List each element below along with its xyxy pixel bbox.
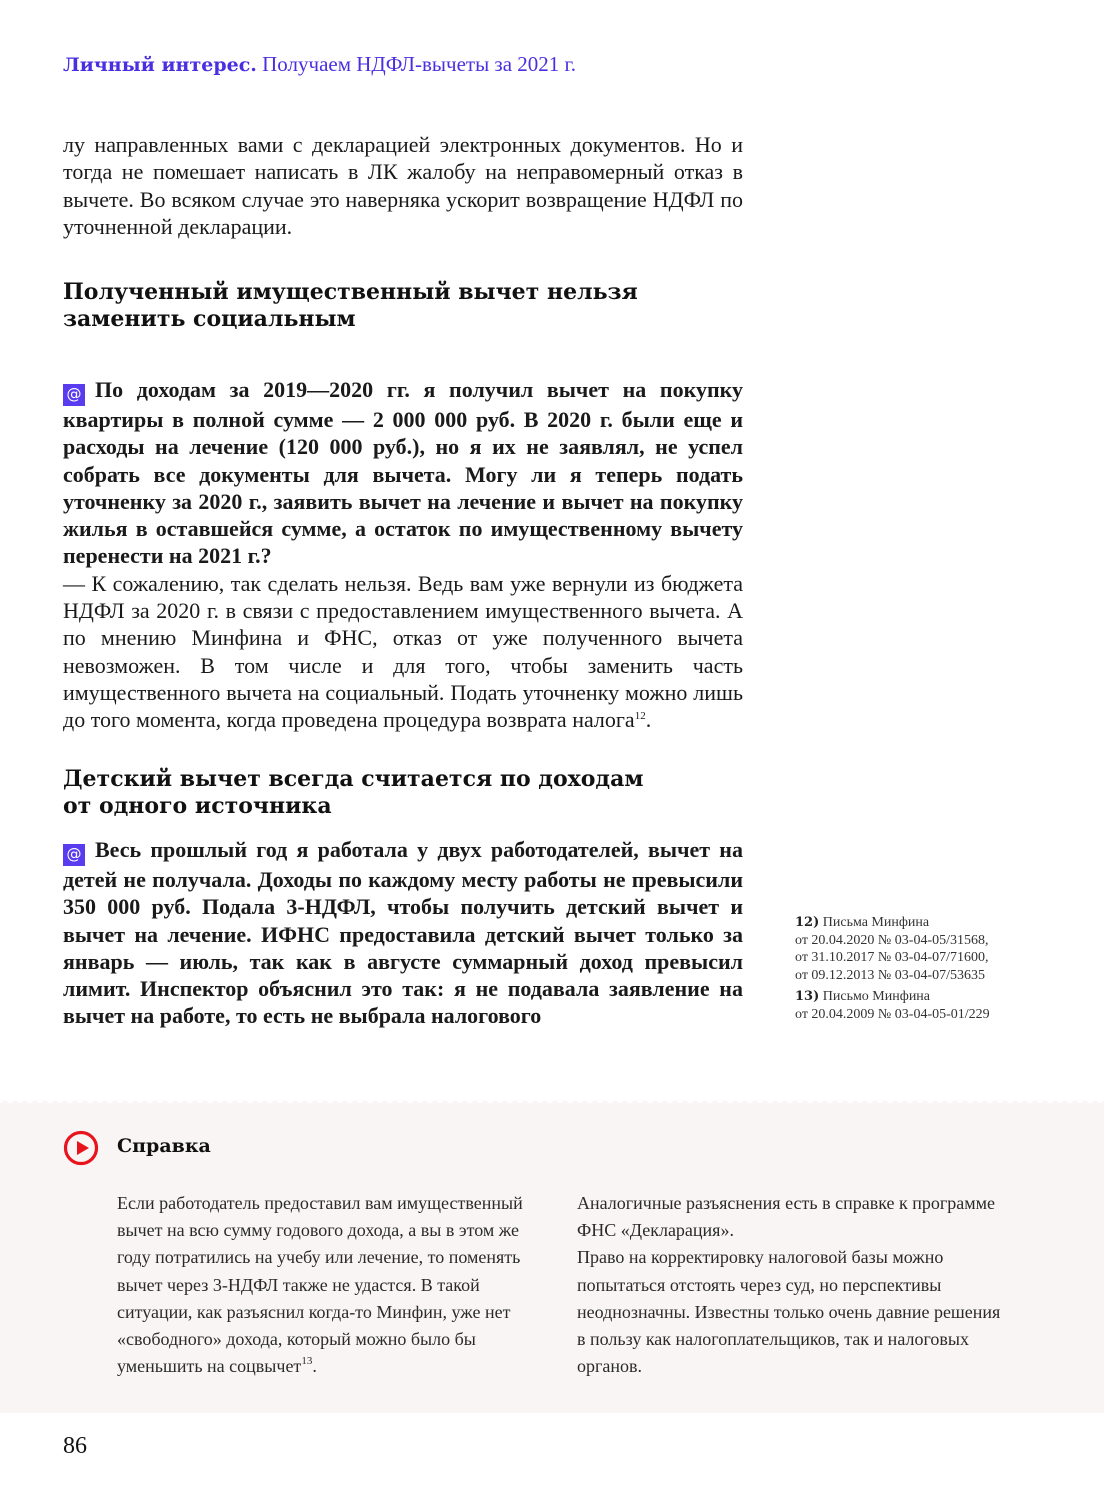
answer-end: . (645, 707, 652, 733)
footnote-line: от 31.10.2017 № 03-04-07/71600, (795, 950, 989, 965)
footnote-title: Письма Минфина (822, 915, 930, 930)
reference-left-body: Если работодатель предоставил вам имущественный вычет на всю сумму годового дохода, а вы в этом же году потратились на учебу или лечение, то поменять вычет через 3-НДФЛ также не удастся. В такой ситуации, как разъяснил когда-то Минфин, уже нет «свободного» дохода, который можно было бы уменьшить на соцвычет (117, 1193, 523, 1377)
page-number: 86 (63, 1433, 87, 1459)
reference-right-para2: Право на корректировку налоговой базы можно попытаться отстоять через суд, но перспективы неоднозначны. Известны только очень давние решения в пользу как налогоплательщиков, так и налоговых органов. (577, 1247, 1001, 1377)
section1-heading-line1: Полученный имущественный вычет нельзя (63, 279, 638, 305)
section1-answer-text: — К сожалению, так сделать нельзя. Ведь вам уже вернули из бюджета НДФЛ за 2020 г. в связи с предоставлением имущественного вычета. А по мнению Минфина и ФНС, отказ от уже полученного вычета невозможен. В том числе и для того, чтобы заменить часть имущественного вычета на социальный. Подать уточненку можно лишь до того момента, когда проведена процедура возврата налога (63, 570, 743, 733)
section2-question-text: Весь прошлый год я работала у двух работодателей, вычет на детей не получала. Доходы по каждому месту работы не превысили 350 000 руб. Подала 3-НДФЛ, чтобы получить детский вычет и вычет на лечение. ИФНС предоставила детский вычет только за январь — июль, так как в августе суммарный доход превысил лимит. Инспектор объяснил это так: я не подавала заявление на вычет на работе, то есть не выбрала налогового (63, 837, 743, 1029)
footnote-line: от 09.12.2013 № 03-04-07/53635 (795, 967, 986, 983)
footnote-number: 12) (795, 915, 820, 930)
section1-answer (63, 570, 743, 734)
footnote-ref-13[interactable]: 13 (301, 1355, 313, 1368)
running-head (63, 52, 576, 77)
section1-question (63, 376, 743, 570)
section2-heading-line2: от одного источника (63, 793, 332, 819)
footnote-ref-12[interactable]: 12 (634, 710, 646, 723)
reference-box-left-column (117, 1190, 552, 1380)
section1-question-text: По доходам за 2019—2020 гг. я получил вычет на покупку квартиры в полной сумме — 2 000 000 руб. В 2020 г. были еще и расходы на лечение (120 000 руб.), но я их не заявлял, не успел собрать все документы для вычета. Могу ли я теперь подать уточненку за 2020 г., заявить вычет на лечение и вычет на покупку жилья в оставшейся сумме, а остаток по имущественному вычету перенести на 2021 г.? (63, 377, 743, 569)
footnote-line: от 20.04.2020 № 03-04-05/31568, (795, 932, 989, 948)
reference-box-right-column (577, 1190, 1012, 1380)
section1-heading-line2: заменить социальным (63, 306, 356, 332)
footnote-number: 13) (795, 989, 820, 1004)
section2-question (63, 836, 743, 1030)
footnotes (795, 914, 1055, 1027)
section1-body (63, 376, 743, 734)
footnote-12 (795, 914, 1055, 984)
reference-left-end: . (312, 1356, 317, 1377)
section2-heading-line1: Детский вычет всегда считается по доходам (63, 766, 644, 792)
intro-paragraph (63, 131, 743, 240)
footnote-13 (795, 988, 1055, 1023)
play-circle-icon (63, 1130, 99, 1166)
reference-left-text (117, 1190, 552, 1380)
running-head-section: Личный интерес. (63, 54, 257, 76)
section1-heading (63, 279, 743, 333)
section2-body (63, 836, 743, 1030)
at-icon: @ (63, 384, 85, 406)
footnote-line: от 20.04.2009 № 03-04-05-01/229 (795, 1006, 990, 1022)
intro-text: лу направленных вами с декларацией электронных документов. Но и тогда не помешает написать в ЛК жалобу на неправомерный отказ в вычете. Во всяком случае это наверняка ускорит возвращение НДФЛ по уточненной декларации. (63, 132, 743, 239)
reference-box-title: Справка (117, 1135, 211, 1157)
at-icon: @ (63, 844, 85, 866)
section2-heading (63, 766, 743, 820)
reference-right-para1: Аналогичные разъяснения есть в справке к программе ФНС «Декларация». (577, 1193, 995, 1241)
running-head-title: Получаем НДФЛ-вычеты за 2021 г. (262, 52, 577, 76)
footnote-title: Письмо Минфина (822, 989, 931, 1004)
